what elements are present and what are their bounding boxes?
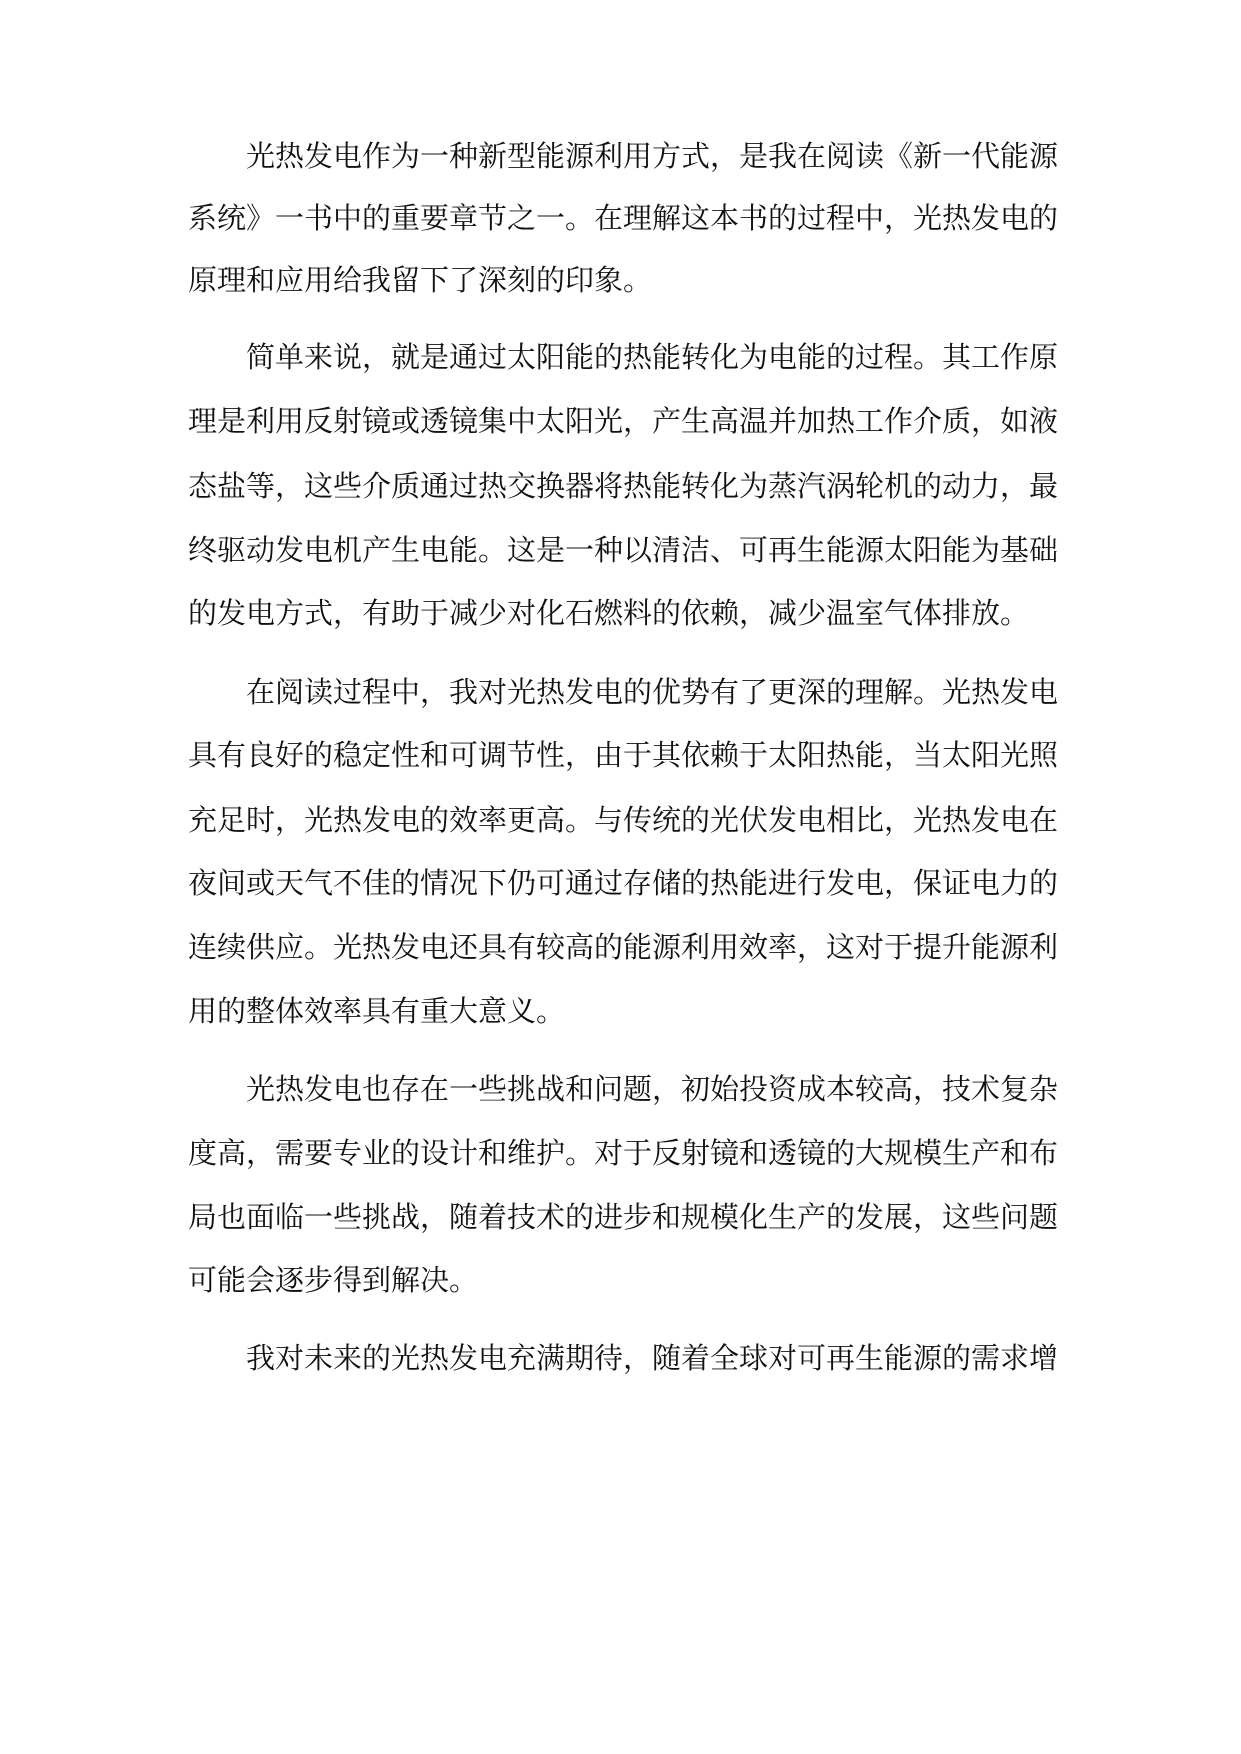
paragraph-4-line-1: 光热发电也存在一些挑战和问题，初始投资成本较高，技术复杂 <box>246 1072 1059 1106</box>
paragraph-3-line-2: 具有良好的稳定性和可调节性，由于其依赖于太阳热能，当太阳光照 <box>188 738 1059 772</box>
paragraph-3-line-6: 用的整体效率具有重大意义。 <box>188 994 566 1028</box>
paragraph-4-line-2: 度高，需要专业的设计和维护。对于反射镜和透镜的大规模生产和布 <box>188 1136 1059 1170</box>
paragraph-5-line-1: 我对未来的光热发电充满期待，随着全球对可再生能源的需求增 <box>246 1341 1059 1375</box>
paragraph-1-line-1: 光热发电作为一种新型能源利用方式，是我在阅读《新一代能源 <box>246 139 1059 173</box>
paragraph-3-line-3: 充足时，光热发电的效率更高。与传统的光伏发电相比，光热发电在 <box>188 803 1059 837</box>
paragraph-4-line-4: 可能会逐步得到解决。 <box>188 1263 479 1297</box>
paragraph-2-line-1: 简单来说，就是通过太阳能的热能转化为电能的过程。其工作原 <box>246 340 1059 374</box>
paragraph-4-line-3: 局也面临一些挑战，随着技术的进步和规模化生产的发展，这些问题 <box>188 1200 1059 1234</box>
paragraph-3-line-4: 夜间或天气不佳的情况下仍可通过存储的热能进行发电，保证电力的 <box>188 866 1059 900</box>
paragraph-1-line-2: 系统》一书中的重要章节之一。在理解这本书的过程中，光热发电的 <box>188 201 1059 235</box>
paragraph-2-line-5: 的发电方式，有助于减少对化石燃料的依赖，减少温室气体排放。 <box>188 596 1030 630</box>
paragraph-1-line-3: 原理和应用给我留下了深刻的印象。 <box>188 263 653 297</box>
paragraph-3-line-1: 在阅读过程中，我对光热发电的优势有了更深的理解。光热发电 <box>246 675 1059 709</box>
paragraph-2-line-2: 理是利用反射镜或透镜集中太阳光，产生高温并加热工作介质，如液 <box>188 404 1059 438</box>
paragraph-2-line-3: 态盐等，这些介质通过热交换器将热能转化为蒸汽涡轮机的动力，最 <box>188 469 1059 503</box>
paragraph-3-line-5: 连续供应。光热发电还具有较高的能源利用效率，这对于提升能源利 <box>188 930 1059 964</box>
paragraph-2-line-4: 终驱动发电机产生电能。这是一种以清洁、可再生能源太阳能为基础 <box>188 533 1059 567</box>
